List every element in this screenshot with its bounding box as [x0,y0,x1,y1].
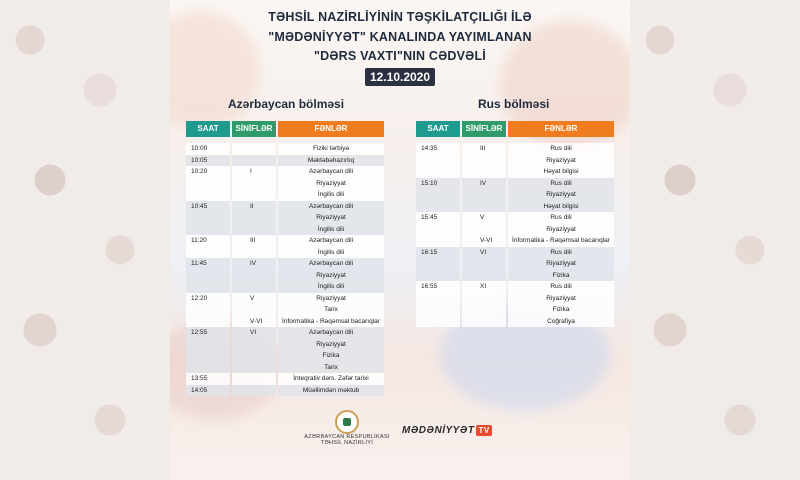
time-cell: 10:45 [191,202,208,210]
row-background [462,201,506,213]
time-cell: 11:20 [191,237,207,244]
subject-cell: İngilis dili [317,191,345,198]
time-cell: 10:05 [191,156,208,164]
row-background [186,362,230,374]
row-background [416,235,460,247]
row-background [416,224,460,236]
header-fenler: FƏNLƏR [508,121,614,137]
schedule-poster [170,0,630,480]
row-background [232,166,276,178]
time-cell: 10:20 [191,168,208,175]
channel-name: MƏDƏNİYYƏT [402,425,475,436]
row-background [232,304,276,316]
row-background [462,224,506,236]
row-background [186,189,230,201]
left-blurred-background [0,0,170,480]
time-cell: 16:15 [421,248,438,256]
time-cell: 16:55 [421,283,438,290]
time-cell: 15:45 [421,214,438,221]
right-blurred-background [630,0,800,480]
subject-cell: Fizika [552,306,570,313]
row-background [416,189,460,201]
row-background [462,270,506,282]
row-background [232,212,276,224]
row-background [186,178,230,190]
subject-cell: Tarix [324,306,338,313]
subject-cell: Azərbaycan dili [308,202,354,210]
subject-cell: Azərbaycan dili [308,168,354,175]
grade-cell: V-VI [250,317,263,325]
row-background [186,304,230,316]
subject-cell: Tarix [324,363,338,371]
subject-cell: Həyat bilgisi [543,168,579,175]
grade-cell: V [250,294,255,302]
row-background [462,189,506,201]
grade-cell: VI [480,248,487,256]
background-blob [170,10,260,130]
row-background [416,293,460,305]
row-background [232,189,276,201]
row-background [462,293,506,305]
grade-cell: XI [480,283,487,290]
row-background [416,304,460,316]
row-background [232,339,276,351]
row-background [232,178,276,190]
subject-cell: Azərbaycan dili [308,237,354,244]
date-badge: 12.10.2020 [365,68,435,86]
header-sinifler: SİNİFLƏR [232,121,276,137]
poster-title-line-3: "DƏRS VAXTI"NIN CƏDVƏLİ [314,49,486,63]
time-cell: 12:55 [191,329,208,336]
subject-cell: Riyaziyyat [546,156,576,164]
header-saat: SAAT [186,121,230,137]
subject-cell: Həyat bilgisi [543,202,579,210]
row-background [232,270,276,282]
subject-cell: Riyaziyyat [316,214,346,221]
row-background [186,212,230,224]
subject-cell: Rus dili [550,179,572,187]
row-background [232,373,276,385]
row-background [186,339,230,351]
row-background [186,224,230,236]
grade-cell: V [480,214,485,221]
ministry-logo [302,410,392,446]
subject-cell: Rus dili [550,214,572,221]
row-background [232,224,276,236]
row-background [462,166,506,178]
row-background [232,362,276,374]
time-cell: 15:10 [421,179,438,187]
grade-cell: IV [250,260,257,267]
time-cell: 14:35 [421,145,438,152]
medeniyyet-tv-logo [402,425,492,436]
time-cell: 12:20 [191,294,208,302]
row-background [186,281,230,293]
time-cell: 13:55 [191,375,208,382]
row-background [462,155,506,167]
subject-cell: Məktəbəhazırlıq [307,156,355,164]
time-cell: 11:45 [191,260,207,267]
az-section-title: Azərbaycan bölməsi [228,97,345,111]
subject-cell: Riyaziyyat [546,294,576,302]
subject-cell: Riyaziyyat [546,260,576,267]
row-background [462,316,506,328]
header-sinifler: SİNİFLƏR [462,121,506,137]
row-background [232,155,276,167]
subject-cell: Riyaziyyat [316,179,346,187]
row-background [232,281,276,293]
subject-cell: Müəllimdən məktub [302,386,360,394]
row-background [232,385,276,397]
header-saat: SAAT [416,121,460,137]
row-background [186,316,230,328]
subject-cell: Coğrafiya [547,317,575,325]
poster-title-line-2: "MƏDƏNİYYƏT" KANALINDA YAYIMLANAN [268,30,532,44]
subject-cell: Rus dili [550,283,572,290]
row-background [462,258,506,270]
subject-cell: İngilis dili [317,225,345,233]
subject-cell: Azərbaycan dili [308,260,354,267]
row-background [232,350,276,362]
row-background [186,247,230,259]
ministry-emblem-icon [335,410,359,434]
tv-badge: TV [478,426,490,435]
row-background [462,304,506,316]
grade-cell: I [250,168,252,175]
subject-cell: İnformatika - Rəqəmsal bacarıqlar [282,317,380,325]
rus-section-title: Rus bölməsi [478,97,550,111]
grade-cell: III [250,237,256,244]
row-background [186,270,230,282]
grade-cell: II [250,202,254,210]
row-background [416,270,460,282]
row-background [416,166,460,178]
subject-cell: İnteqrativ dərs. Zəfər tarixi [293,375,369,382]
subject-cell: Riyaziyyat [546,191,576,198]
subject-cell: Rus dili [550,145,572,152]
subject-cell: Riyaziyyat [316,340,346,348]
subject-cell: Fizika [322,352,340,359]
row-background [416,155,460,167]
row-background [232,201,276,213]
poster-title-line-1: TƏHSİL NAZİRLİYİNİN TƏŞKİLATÇILIĞI İLƏ [268,10,532,24]
row-background [416,201,460,213]
grade-cell: III [480,145,486,152]
subject-cell: İngilis dili [317,248,345,256]
grade-cell: V-VI [480,237,493,244]
grade-cell: VI [250,329,257,336]
row-background [232,247,276,259]
ministry-name-line-1: AZƏRBAYCAN RESPUBLİKASI [304,434,390,440]
row-background [232,143,276,155]
subject-cell: Fizika [552,271,570,279]
time-cell: 14:05 [191,386,208,394]
subject-cell: İnformatika - Rəqəmsal bacarıqlar [512,237,610,244]
subject-cell: Fiziki tərbiyə [312,145,350,152]
subject-cell: Riyaziyyat [316,294,346,302]
row-background [186,350,230,362]
subject-cell: İngilis dili [317,283,345,290]
subject-cell: Azərbaycan dili [308,329,354,336]
subject-cell: Riyaziyyat [316,271,346,279]
header-fenler: FƏNLƏR [278,121,384,137]
subject-cell: Rus dili [550,248,572,256]
ministry-name-line-2: TƏHSİL NAZİRLİYİ [320,440,374,446]
row-background [416,258,460,270]
grade-cell: IV [480,179,487,187]
row-background [416,316,460,328]
time-cell: 10:00 [191,145,208,152]
subject-cell: Riyaziyyat [546,225,576,233]
